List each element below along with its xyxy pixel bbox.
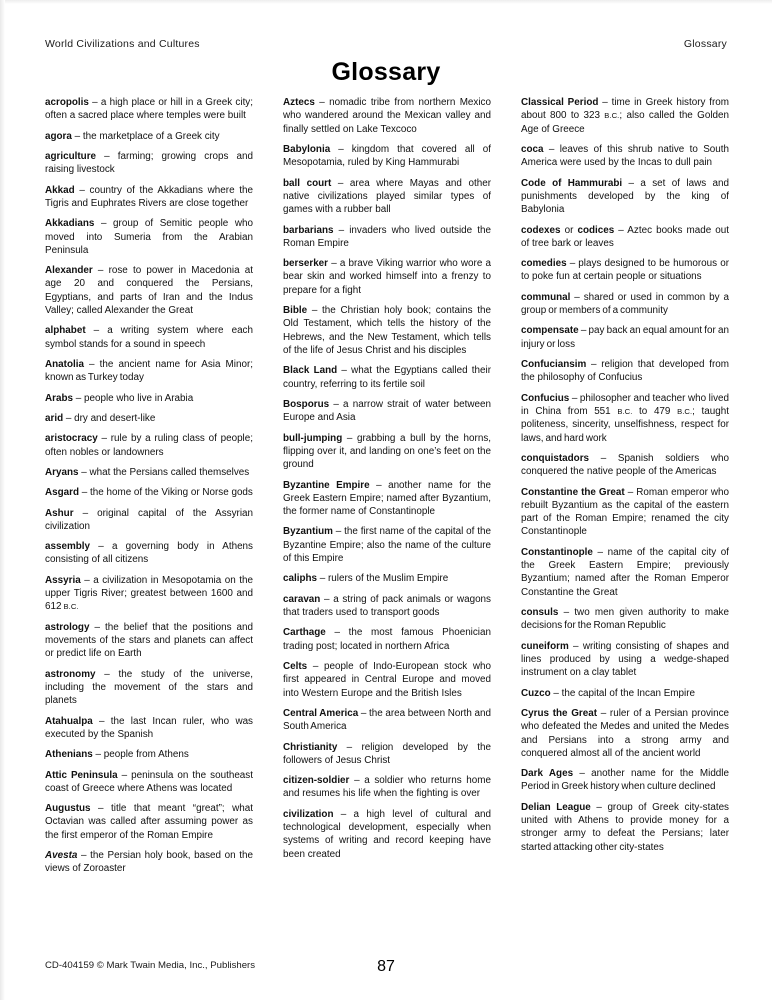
glossary-term: Dark Ages	[521, 768, 574, 780]
glossary-entry: agriculture – farming; growing crops and raising livestock	[45, 150, 253, 176]
glossary-term: Confuciansim	[521, 359, 587, 370]
glossary-entry: Aryans – what the Persians called themselves	[45, 466, 250, 478]
glossary-term-alt: codices	[577, 224, 615, 236]
glossary-column-2	[283, 96, 491, 941]
glossary-entry: Avesta – the Persian holy book, based on the views of Zoroaster	[45, 850, 253, 875]
era-abbreviation: B.C.	[604, 111, 620, 121]
glossary-entry: acropolis – a high place or hill in a Greek city; often a sacred place where temples were built	[45, 97, 253, 122]
glossary-entry: Aztecs – nomadic tribe from northern Mexico who wandered around the Mexican valley and finally settled on Lake Texcoco	[283, 97, 491, 135]
glossary-term: Bosporus	[283, 398, 330, 410]
scan-edge-left	[0, 0, 5, 1000]
glossary-entry: Carthage – the most famous Phoenician trading post; located in northern Africa	[283, 627, 491, 652]
glossary-term: agora	[45, 130, 72, 142]
running-head-book-title: World Civilizations and Cultures	[45, 38, 200, 50]
glossary-term: Cuzco	[521, 687, 551, 699]
glossary-entry: Asgard – the home of the Viking or Norse gods	[45, 487, 253, 499]
glossary-entry: Anatolia – the ancient name for Asia Minor; known as Turkey today	[45, 359, 253, 384]
glossary-term: Byzantium	[283, 526, 333, 538]
glossary-entry: conquistadors – Spanish soldiers who conquered the native people of the Americas	[521, 452, 729, 478]
glossary-term: acropolis	[45, 97, 89, 108]
glossary-entry: comedies – plays designed to be humorous or to poke fun at certain people or situations	[521, 258, 729, 283]
glossary-term: Black Land	[283, 365, 338, 377]
glossary-term: communal	[521, 291, 571, 303]
glossary-column-3	[521, 96, 729, 941]
glossary-entry: Christianity – religion developed by the followers of Jesus Christ	[283, 741, 491, 766]
glossary-term: conquistadors	[521, 452, 590, 464]
glossary-term: barbarians	[283, 224, 334, 236]
glossary-entry: Atahualpa – the last Incan ruler, who was executed by the Spanish	[45, 715, 253, 740]
glossary-term: Anatolia	[45, 359, 84, 370]
glossary-entry: cuneiform – writing consisting of shapes and lines produced by using a wedge-shaped instrument on a clay tablet	[521, 640, 729, 679]
glossary-entry: Babylonia – kingdom that covered all of Mesopotamia, ruled by King Hammurabi	[283, 143, 491, 169]
glossary-term: Akkad	[45, 184, 75, 196]
glossary-term: arid	[45, 412, 64, 424]
glossary-term: Asgard	[45, 487, 80, 499]
glossary-entry: caliphs – rulers of the Muslim Empire	[283, 573, 449, 585]
glossary-entry: caravan – a string of pack animals or wagons that traders used to transport goods	[283, 593, 491, 618]
glossary-term: Confucius	[521, 392, 570, 404]
glossary-entry: alphabet – a writing system where each symbol stands for a sound in speech	[45, 325, 253, 350]
glossary-entry: Akkad – country of the Akkadians where the Tigris and Euphrates Rivers are close together	[45, 184, 253, 209]
glossary-entry: compensate – pay back an equal amount for an injury or loss	[521, 325, 729, 350]
running-head-section: Glossary	[683, 38, 727, 50]
glossary-term: Avesta	[45, 850, 78, 862]
glossary-entry: arid – dry and desert-like	[45, 412, 156, 424]
glossary-term: aristocracy	[45, 433, 98, 445]
glossary-term: Ashur	[45, 507, 74, 519]
glossary-term: coca	[521, 143, 544, 155]
glossary-term: Akkadians	[45, 218, 95, 230]
glossary-entry: barbarians – invaders who lived outside the Roman Empire	[283, 224, 491, 249]
glossary-term: Celts	[283, 660, 308, 672]
glossary-entry: civilization – a high level of cultural and technological development, especially when systems of writing and record keeping have been created	[283, 808, 491, 860]
glossary-entry: Ashur – original capital of the Assyrian civilization	[45, 507, 253, 532]
glossary-term: citizen-soldier	[283, 775, 350, 787]
glossary-term: Aztecs	[283, 97, 315, 108]
glossary-entry: Delian League – group of Greek city-states united with Athens to provide money for a stronger army to defeat the Persians; later started attacking other city-states	[521, 801, 729, 853]
era-abbreviation: B.C.	[63, 602, 79, 612]
glossary-term: Alexander	[45, 265, 93, 277]
footer-credit: CD-404159 © Mark Twain Media, Inc., Publishers	[45, 960, 256, 971]
glossary-term: Aryans	[45, 466, 79, 478]
glossary-entry: Classical Period – time in Greek history from about 800 to 323 B.C.; also called the Golden Age of Greece	[521, 97, 730, 135]
era-abbreviation: B.C.	[677, 406, 693, 416]
glossary-entry: coca – leaves of this shrub native to South America were used by the Incas to dull pain	[521, 143, 729, 169]
glossary-entry: astronomy – the study of the universe, including the movement of the stars and planets	[45, 668, 253, 707]
glossary-entry: Constantinople – name of the capital city of the Greek Eastern Empire; previously Byzantium; named after the Roman Emperor Constantine the Great	[521, 546, 729, 598]
glossary-term: ball court	[283, 177, 332, 189]
glossary-entry: Byzantine Empire – another name for the Greek Eastern Empire; named after Byzantium, the former name of Constantinople	[283, 479, 491, 518]
glossary-term: Cyrus the Great	[521, 707, 598, 719]
page-title: Glossary	[331, 58, 441, 86]
glossary-term: Constantinople	[521, 546, 593, 558]
glossary-term: Christianity	[283, 741, 338, 753]
glossary-entry: Alexander – rose to power in Macedonia at age 20 and conquered the Persians, Egyptians, and parts of Iran and the Indus Valley; called Alexander the Great	[45, 265, 253, 317]
glossary-term: agriculture	[45, 150, 97, 162]
glossary-entry: Cyrus the Great – ruler of a Persian province who defeated the Medes and united the Medes and Persians into a strong army and conquered almost all of the ancient world	[521, 707, 730, 759]
glossary-term: caravan	[283, 593, 321, 605]
glossary-term: alphabet	[45, 325, 86, 337]
glossary-term: codexes	[521, 224, 561, 236]
era-abbreviation: B.C.	[617, 406, 633, 416]
glossary-entry: Assyria – a civilization in Mesopotamia on the upper Tigris River; greatest between 1600 and 612 B.C.	[45, 574, 253, 613]
glossary-entry: Constantine the Great – Roman emperor who rebuilt Byzantium as the capital of the eastern part of the Roman Empire; renamed the city Constantinople	[521, 486, 729, 538]
glossary-entry: assembly – a governing body in Athens consisting of all citizens	[45, 541, 253, 566]
glossary-entry: Arabs – people who live in Arabia	[45, 392, 194, 404]
glossary-term: Carthage	[283, 627, 326, 639]
scan-edge-top	[0, 0, 772, 4]
glossary-term: Athenians	[45, 749, 93, 761]
glossary-term: cuneiform	[521, 640, 569, 652]
glossary-term: consuls	[521, 607, 559, 618]
glossary-term: Babylonia	[283, 143, 331, 155]
glossary-entry: astrology – the belief that the positions and movements of the stars and planets can affect or predict life on Earth	[45, 621, 253, 660]
glossary-entry: ball court – area where Mayas and other native civilizations played similar types of games with a rubber ball	[283, 177, 491, 216]
glossary-term: comedies	[521, 258, 567, 270]
glossary-entry: consuls – two men given authority to make decisions for the Roman Republic	[521, 607, 729, 632]
glossary-term: assembly	[45, 541, 91, 553]
glossary-entry: Cuzco – the capital of the Incan Empire	[521, 687, 695, 699]
glossary-entry: Athenians – people from Athens	[45, 749, 189, 761]
glossary-entry: citizen-soldier – a soldier who returns home and resumes his life when the fighting is over	[283, 775, 491, 800]
glossary-term: Constantine the Great	[521, 486, 625, 498]
glossary-entry: Byzantium – the first name of the capital of the Byzantine Empire; also the name of the culture of this Empire	[283, 526, 491, 565]
glossary-entry: Celts – people of Indo-European stock who first appeared in Central Europe and moved into Western Europe and the British Isles	[283, 660, 491, 699]
running-head	[45, 38, 727, 50]
glossary-term: Atahualpa	[45, 715, 93, 727]
glossary-entry: berserker – a brave Viking warrior who wore a bear skin and worked himself into a frenzy to prepare for a fight	[283, 258, 491, 296]
glossary-entry: Black Land – what the Egyptians called their country, referring to its fertile soil	[283, 365, 491, 390]
glossary-column-1	[45, 96, 253, 941]
glossary-entry: Attic Peninsula – peninsula on the southeast coast of Greece where Athens was located	[45, 769, 253, 794]
glossary-entry: codexes or codices – Aztec books made out of tree bark or leaves	[521, 224, 729, 249]
glossary-entry: Dark Ages – another name for the Middle Period in Greek history when culture declined	[521, 768, 729, 793]
glossary-term: compensate	[521, 325, 579, 337]
glossary-entry: Akkadians – group of Semitic people who moved into Sumeria from the Arabian Peninsula	[45, 218, 253, 256]
glossary-term: bull-jumping	[283, 432, 343, 444]
glossary-term: Central America	[283, 707, 359, 719]
glossary-entry: Code of Hammurabi – a set of laws and punishments developed by the king of Babylonia	[521, 177, 729, 216]
glossary-term: Code of Hammurabi	[521, 177, 623, 189]
page-footer	[45, 958, 727, 982]
glossary-entry: Confuciansim – religion that developed from the philosophy of Confucius	[521, 359, 729, 384]
glossary-columns	[45, 96, 729, 941]
glossary-term: civilization	[283, 808, 334, 820]
glossary-term: berserker	[283, 258, 329, 270]
glossary-entry: aristocracy – rule by a ruling class of people; often nobles or landowners	[45, 433, 253, 458]
page-number: 87	[377, 958, 395, 975]
glossary-entry: Bosporus – a narrow strait of water between Europe and Asia	[283, 398, 491, 424]
glossary-term: astronomy	[45, 668, 96, 680]
glossary-entry: Augustus – title that meant “great”; what Octavian was called after assuming power as the first emperor of the Roman Empire	[45, 803, 253, 841]
glossary-entry: Confucius – philosopher and teacher who lived in China from 551 B.C. to 479 B.C.; taught politeness, sincerity, unselfishness, respect for laws, and hard work	[521, 392, 730, 444]
glossary-term: Arabs	[45, 392, 73, 404]
glossary-term: Byzantine Empire	[283, 479, 370, 491]
glossary-entry: Bible – the Christian holy book; contains the Old Testament, which tells the history of the Hebrews, and the New Testament, which tells of the life of Jesus Christ and his disciples	[283, 305, 491, 356]
glossary-term: Classical Period	[521, 97, 599, 108]
glossary-entry: agora – the marketplace of a Greek city	[45, 130, 220, 142]
glossary-term: Assyria	[45, 574, 81, 586]
glossary-term: Bible	[283, 305, 308, 317]
glossary-term: Augustus	[45, 803, 91, 815]
glossary-term: astrology	[45, 621, 90, 633]
glossary-term: Attic Peninsula	[45, 769, 118, 781]
glossary-term: Delian League	[521, 801, 591, 813]
glossary-entry: communal – shared or used in common by a group or members of a community	[521, 291, 729, 317]
glossary-term: caliphs	[283, 573, 318, 585]
glossary-entry: bull-jumping – grabbing a bull by the horns, flipping over it, and landing on one’s feet on the ground	[283, 432, 491, 471]
glossary-entry: Central America – the area between North and South America	[283, 707, 491, 733]
